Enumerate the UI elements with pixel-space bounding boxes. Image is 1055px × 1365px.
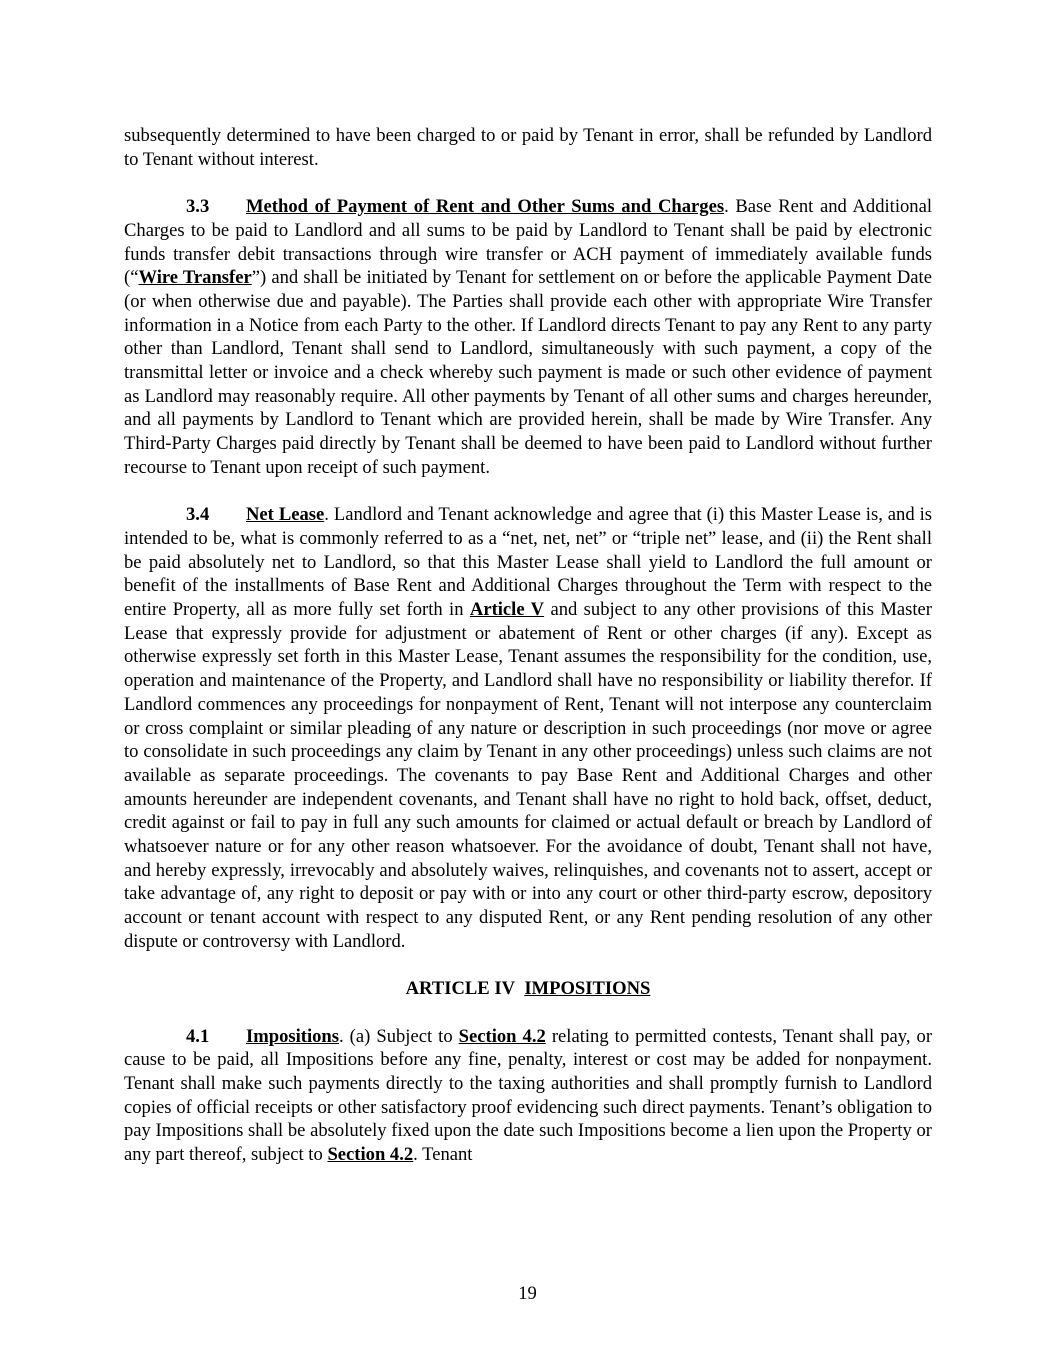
article-number: ARTICLE IV: [405, 978, 516, 1000]
section-text: . Tenant: [413, 1144, 473, 1166]
page-body: [124, 124, 932, 1167]
section-text: . (a) Subject to: [339, 1025, 459, 1047]
cross-reference: Section 4.2: [327, 1144, 414, 1166]
paragraph-continued: [124, 124, 932, 171]
cross-reference: Section 4.2: [458, 1025, 546, 1047]
section-number: 4.1: [186, 1025, 210, 1047]
section-number: 3.3: [186, 196, 210, 218]
paragraph-text: subsequently determined to have been charged to or paid by Tenant in error, shall be refunded by Landlord to Tenant without interest.: [124, 125, 932, 170]
section-text: and subject to any other provisions of this Master Lease that expressly provide for adjustment or abatement of Rent or other charges (if any). Except as otherwise expressly set forth in this Master Lease, Tenant assumes the responsibility for the condition, use, operation and maintenance of the Property, and Landlord shall have no responsibility or liability therefor. If Landlord commences any proceedings for nonpayment of Rent, Tenant will not interpose any counterclaim or cross complaint or similar pleading of any nature or description in such proceedings (nor move or agree to consolidate in such proceedings any claim by Tenant in any other proceedings) unless such claims are not available as separate proceedings. The covenants to pay Base Rent and Additional Charges and other amounts hereunder are independent covenants, and Tenant shall have no right to hold back, offset, deduct, credit against or fail to pay in full any such amounts for claimed or actual default or breach by Landlord of whatsoever nature or for any other reason whatsoever. For the avoidance of doubt, Tenant shall not have, and hereby expressly, irrevocably and absolutely waives, relinquishes, and covenants not to assert, accept or take advantage of, any right to deposit or pay with or into any court or other third-party escrow, depository account or tenant account with respect to any disputed Rent, or any Rent pending resolution of any other dispute or controversy with Landlord.: [124, 599, 932, 952]
article-title: IMPOSITIONS: [524, 978, 651, 1000]
article-heading: [124, 977, 932, 1001]
section-3-3: [124, 195, 932, 479]
section-title: Method of Payment of Rent and Other Sums and Charges: [246, 196, 725, 218]
section-number: 3.4: [186, 504, 210, 526]
section-title: Impositions: [246, 1025, 339, 1047]
defined-term: Wire Transfer: [138, 267, 252, 289]
cross-reference: Article V: [469, 599, 545, 621]
section-3-4: [124, 503, 932, 953]
section-title: Net Lease: [246, 504, 325, 526]
section-text: . Landlord and Tenant acknowledge and agree that (i) this Master Lease is, and is intended to be, what is commonly referred to as a “net, net, net” or “triple net” lease, and (ii) the Rent shall be paid absolutely net to Landlord, so that this Master Lease shall yield to Landlord the full amount or benefit of the installments of Base Rent and Additional Charges throughout the Term with respect to the entire Property, all as more fully set forth in: [124, 504, 932, 621]
section-text: ”) and shall be initiated by Tenant for settlement on or before the applicable Payment Date (or when otherwise due and payable). The Parties shall provide each other with appropriate Wire Transfer information in a Notice from each Party to the other. If Landlord directs Tenant to pay any Rent to any party other than Landlord, Tenant shall send to Landlord, simultaneously with such payment, a copy of the transmittal letter or invoice and a check whereby such payment is made or such other evidence of payment as Landlord may reasonably require. All other payments by Tenant of all other sums and charges hereunder, and all payments by Landlord to Tenant which are provided herein, shall be made by Wire Transfer. Any Third-Party Charges paid directly by Tenant shall be deemed to have been paid to Landlord without further recourse to Tenant upon receipt of such payment.: [124, 267, 932, 478]
section-text: . Base Rent and Additional Charges to be paid to Landlord and all sums to be paid by Landlord to Tenant shall be paid by electronic funds transfer debit transactions through wire transfer or ACH payment of immediately available funds (“: [124, 196, 933, 289]
section-text: relating to permitted contests, Tenant shall pay, or cause to be paid, all Impositions before any fine, penalty, interest or cost may be added for nonpayment. Tenant shall make such payments directly to the taxing authorities and shall promptly furnish to Landlord copies of official receipts or other satisfactory proof evidencing such direct payments. Tenant’s obligation to pay Impositions shall be absolutely fixed upon the date such Impositions become a lien upon the Property or any part thereof, subject to: [124, 1025, 933, 1166]
page-number: 19: [518, 1283, 537, 1304]
section-4-1: [124, 1025, 932, 1167]
